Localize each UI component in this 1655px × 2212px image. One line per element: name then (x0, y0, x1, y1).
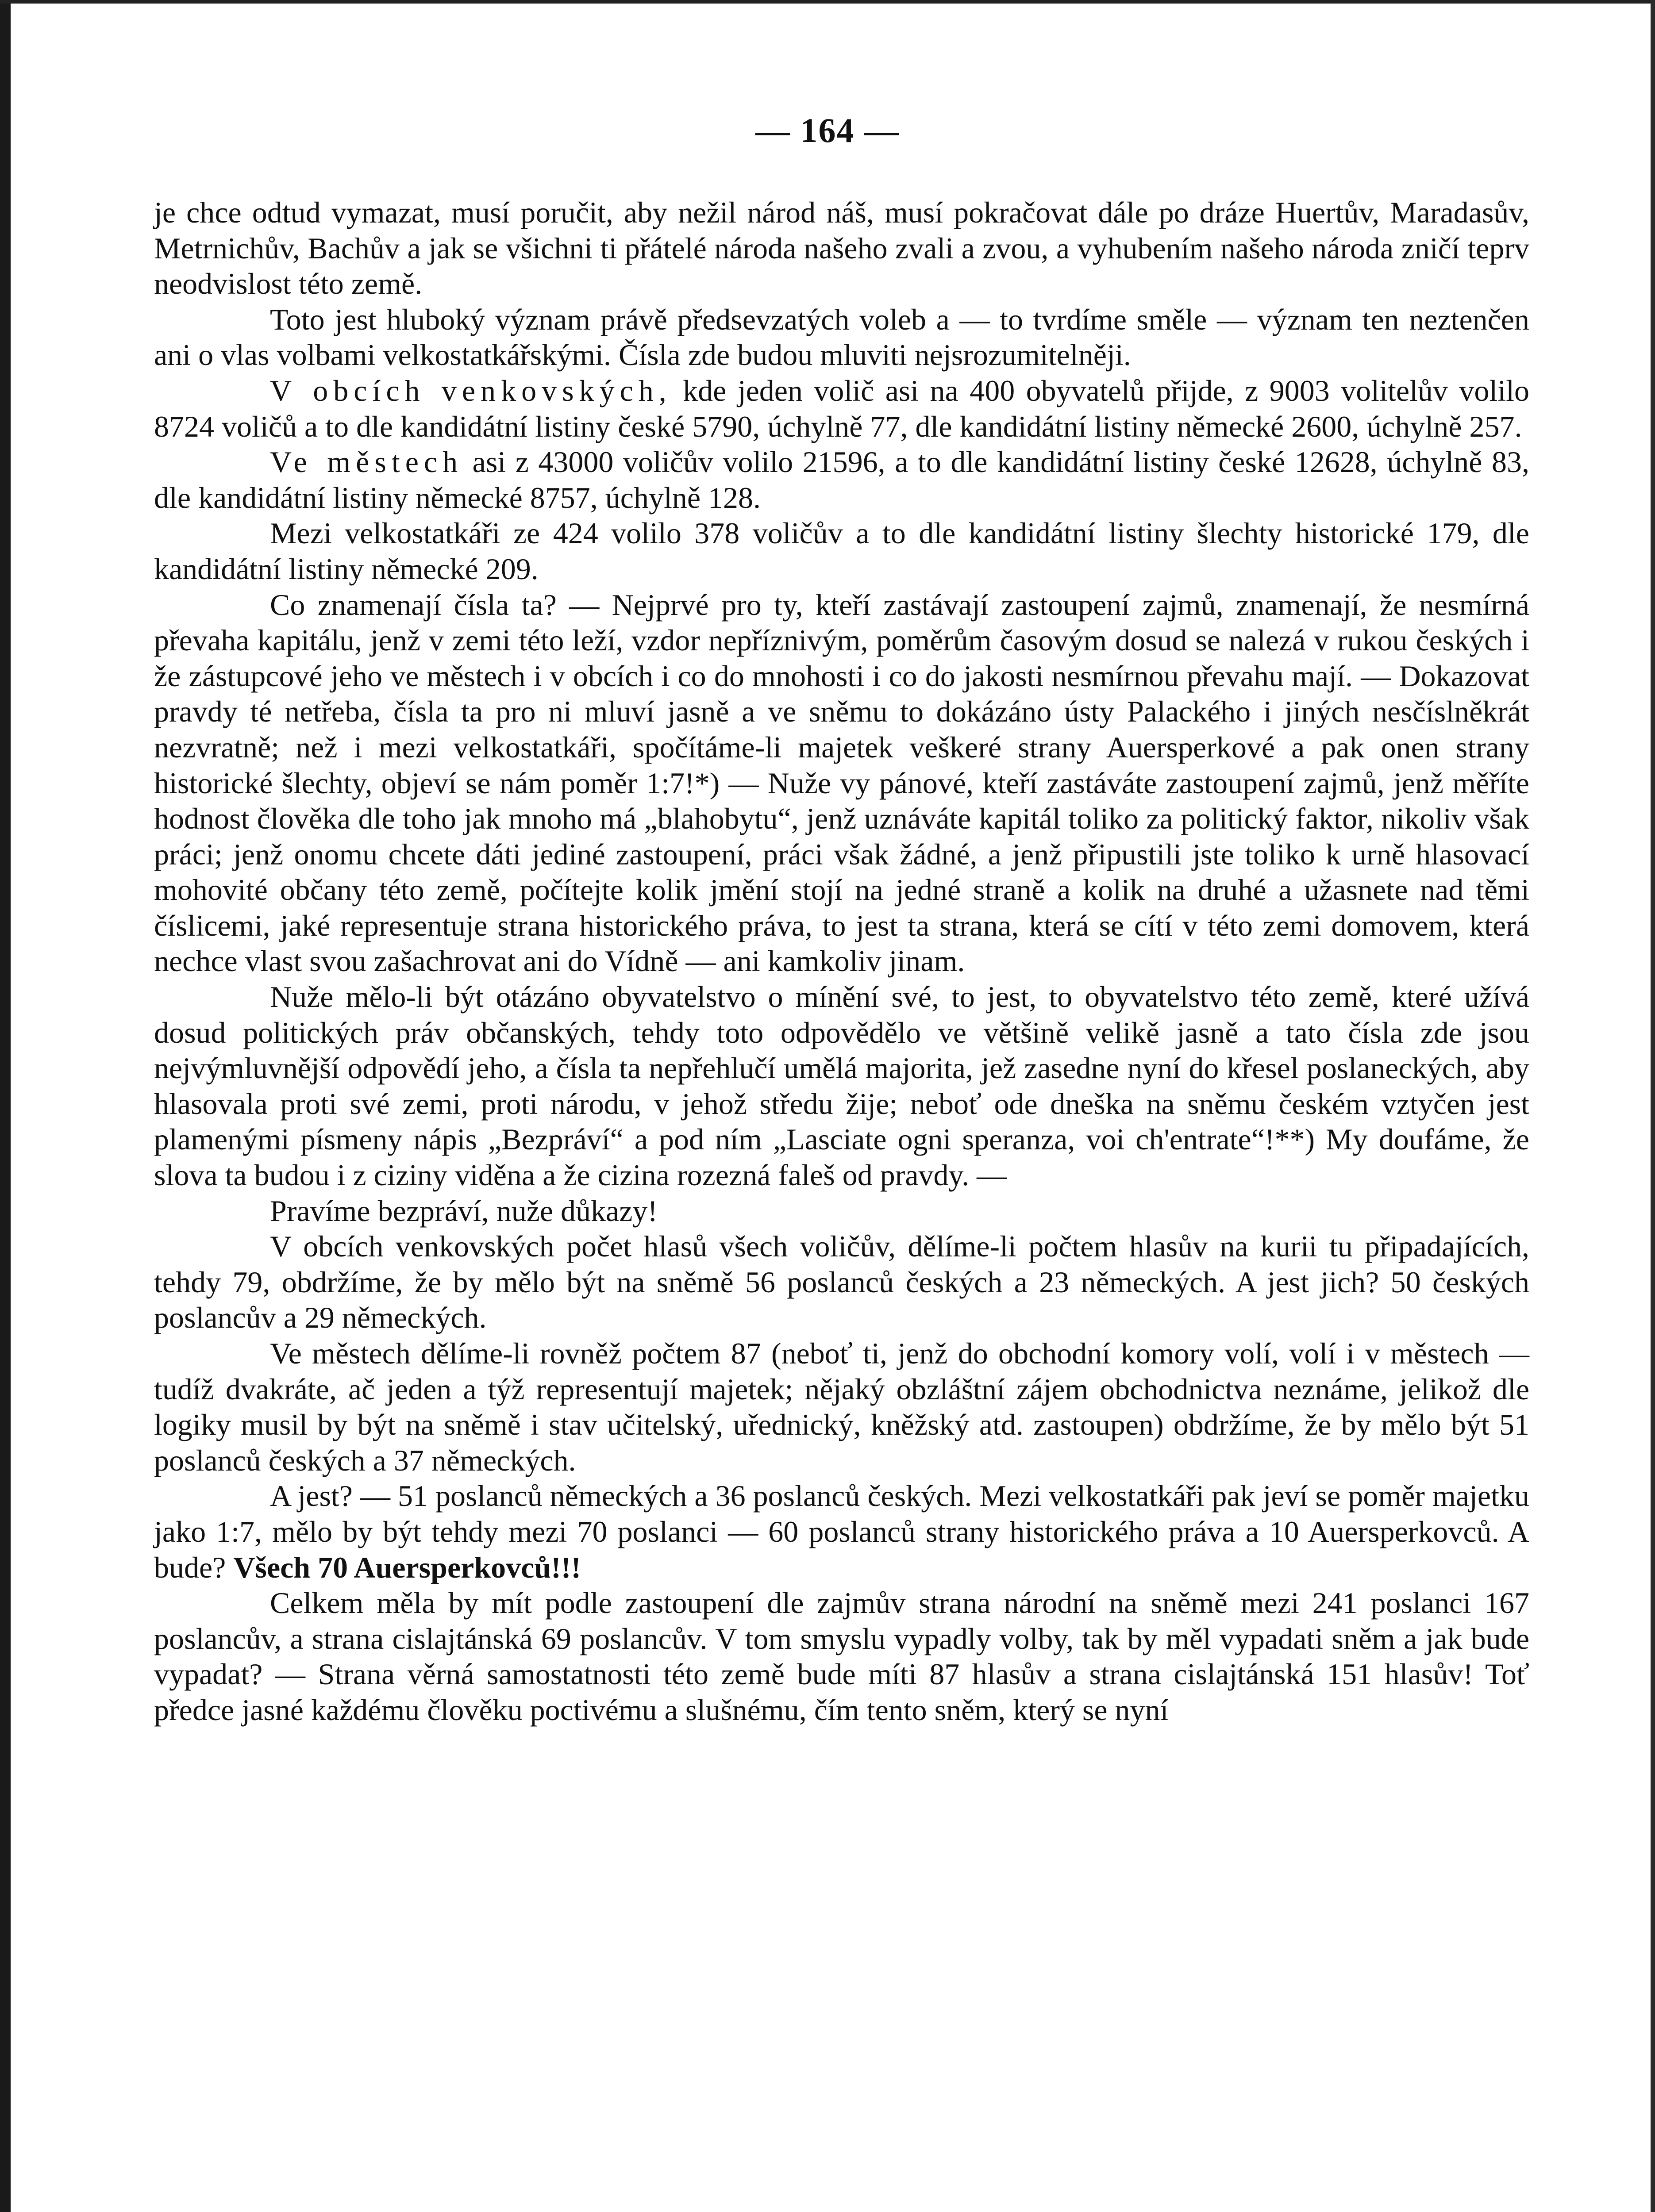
scan-edge-left (0, 0, 11, 2212)
paragraph-6: Co znamenají čísla ta? — Nejprvé pro ty, kteří zastávají zastoupení zajmů, znamenají, že nesmírná převaha kapitálu, jenž v zemi této leží, vzdor nepříznivým, poměrům časovým dosud se nalezá v rukou českých i že zástupcové jeho ve městech i v obcích i co do mnohosti i co do jakosti nesmírnou převahu mají. — Dokazovat pravdy té netřeba, čísla ta pro ni mluví jasně a ve sněmu to dokázáno ústy Palackého i jiných nesčíslněkrát nezvratně; než i mezi velkostatkáři, spočítáme-li majetek veškeré strany Auersperkové a pak onen strany historické šlechty, objeví se nám poměr 1:7!*) — Nuže vy pánové, kteří zastáváte zastoupení zajmů, jenž měříte hodnost člověka dle toho jak mnoho má „blahobytu“, jenž uznáváte kapitál toliko za politický faktor, nikoliv však práci; jenž onomu chcete dáti jediné zastoupení, práci však žádné, a jenž připustili jste toliko k urně hlasovací mohovité občany této země, počítejte kolik jmění stojí na jedné straně a kolik na druhé a užasnete nad těmi číslicemi, jaké representuje strana historického práva, to jest ta strana, která se cítí v této zemi domovem, která nechce vlast svou zašachrovat ani do Vídně — ani kamkoliv jinam. (154, 588, 1529, 978)
paragraph-11: A jest? — 51 poslanců německých a 36 poslanců českých. Mezi velkostatkáři pak jeví se poměr majetku jako 1:7, mělo by být tehdy mezi 70 poslanci — 60 poslanců strany historického práva a 10 Auersperkovců. A bude? Všech 70 Auersperkovců!!! (154, 1479, 1529, 1584)
bold-emphasis: Všech 70 Auersperkovců!!! (233, 1550, 581, 1584)
page-number: — 164 — (755, 111, 900, 150)
paragraph-12: Celkem měla by mít podle zastoupení dle zajmův strana národní na sněmě mezi 241 poslanci 167 poslancův, a strana cislajtánská 69 poslancův. V tom smyslu vypadly volby, tak by měl vypadati sněm a jak bude vypadat? — Strana věrná samostatnosti této země bude míti 87 hlasův a strana cislajtánská 151 hlasův! Toť předce jasné každému člověku poctivému a slušnému, čím tento sněm, který se nyní (154, 1586, 1529, 1727)
body-text (154, 195, 1529, 1728)
spaced-heading: V obcích venkovských, (270, 373, 672, 407)
spaced-heading: Ve městech (270, 445, 463, 479)
paragraph-5: Mezi velkostatkáři ze 424 volilo 378 voličův a to dle kandidátní listiny šlechty historické 179, dle kandidátní listiny německé 209. (154, 516, 1529, 586)
paragraph-4: Ve městech asi z 43000 voličův volilo 21596, a to dle kandidátní listiny české 12628, úchylně 83, dle kandidátní listiny německé 8757, úchylně 128. (154, 445, 1529, 515)
paragraph-8: Pravíme bezpráví, nuže důkazy! (270, 1194, 658, 1228)
paragraph-7: Nuže mělo-li být otázáno obyvatelstvo o mínění své, to jest, to obyvatelstvo této země, které užívá dosud politických práv občanských, tehdy toto odpovědělo ve většině velikě jasně a tato čísla zde jsou nejvýmluvnější odpovědí jeho, a čísla ta nepřehlučí umělá majorita, jež zasedne nyní do křesel poslaneckých, aby hlasovala proti své zemi, proti národu, v jehož středu žije; neboť ode dneška na sněmu českém vztyčen jest plamenými písmeny nápis „Bezpráví“ a pod ním „Lasciate ogni speranza, voi ch'entrate“!**) My doufáme, že slova ta budou i z ciziny viděna a že cizina rozezná faleš od pravdy. — (154, 980, 1529, 1192)
paragraph-3: V obcích venkovských, kde jeden volič asi na 400 obyvatelů přijde, z 9003 volitelův volilo 8724 voličů a to dle kandidátní listiny české 5790, úchylně 77, dle kandidátní listiny německé 2600, úchylně 257. (154, 373, 1530, 443)
paragraph-10: Ve městech dělíme-li rovněž počtem 87 (neboť ti, jenž do obchodní komory volí, volí i v městech — tudíž dvakráte, ač jeden a týž representují majetek; nějaký obzláštní zájem obchodnictva neznáme, jelikož dle logiky musil by být na sněmě i stav učitelský, uřednický, kněžský atd. zastoupen) obdržíme, že by mělo být 51 poslanců českých a 37 německých. (154, 1336, 1529, 1477)
scan-edge-right (1651, 0, 1655, 2212)
paragraph-9: V obcích venkovských počet hlasů všech voličův, dělíme-li počtem hlasův na kurii tu připadajících, tehdy 79, obdržíme, že by mělo být na sněmě 56 poslanců českých a 23 německých. A jest jich? 50 českých poslancův a 29 německých. (154, 1229, 1529, 1335)
paragraph-1: je chce odtud vymazat, musí poručit, aby nežil národ náš, musí pokračovat dále po dráze Huertův, Maradasův, Metrnichův, Bachův a jak se všichni ti přátelé národa našeho zvali a zvou, a vyhubením našeho národa zničí teprv neodvislost této země. (154, 196, 1529, 301)
scan-edge-top (0, 0, 1655, 4)
paragraph-2: Toto jest hluboký význam právě předsevzatých voleb a — to tvrdíme směle — význam ten neztenčen ani o vlas volbami velkostatkářskými. Čísla zde budou mluviti nejsrozumitelněji. (154, 302, 1529, 372)
